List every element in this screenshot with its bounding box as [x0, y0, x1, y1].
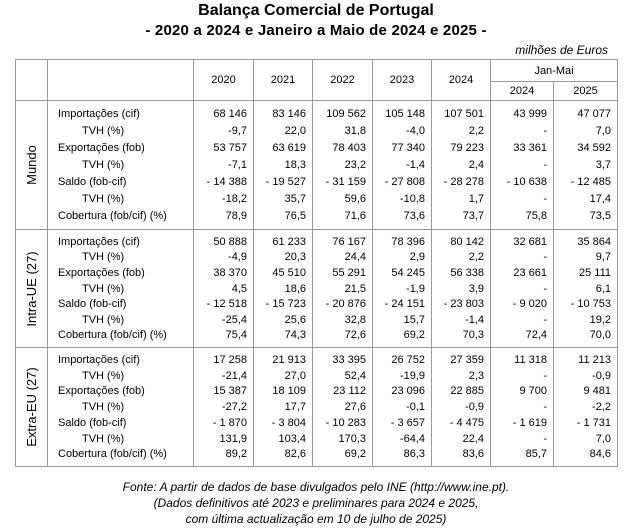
- value-cell: 72,4: [491, 328, 554, 348]
- group-label: Intra-UE (27): [23, 251, 39, 327]
- value-cell: 4,5: [194, 281, 254, 297]
- footnote-update: com última actualização em 10 de julho de 2025): [185, 512, 447, 526]
- value-cell: 1,7: [432, 191, 491, 208]
- value-cell: 77 340: [373, 139, 432, 156]
- table-row: [16, 101, 618, 123]
- value-cell: 2,4: [432, 156, 491, 173]
- col-header-jm-year: 2025: [554, 82, 618, 101]
- value-cell: - 10 753: [554, 296, 618, 312]
- table-row: [16, 122, 618, 139]
- value-cell: 78 403: [313, 139, 373, 156]
- value-cell: 22 885: [432, 384, 491, 400]
- value-cell: 7,0: [554, 122, 618, 139]
- value-cell: 22,0: [254, 122, 313, 139]
- value-cell: - 4 475: [432, 415, 491, 431]
- col-header-year: 2021: [254, 60, 313, 101]
- value-cell: 23 112: [313, 384, 373, 400]
- value-cell: 27,6: [313, 399, 373, 415]
- table-row: [16, 281, 618, 297]
- value-cell: -: [491, 368, 554, 384]
- value-cell: 61 233: [254, 230, 313, 250]
- group-label: Extra-EU (27): [23, 367, 39, 447]
- col-header-year: 2023: [373, 60, 432, 101]
- value-cell: -: [491, 122, 554, 139]
- value-cell: 78,9: [194, 208, 254, 230]
- value-cell: 103,4: [254, 431, 313, 447]
- row-label: TVH (%): [48, 431, 194, 447]
- value-cell: -4,9: [194, 250, 254, 266]
- value-cell: 35 864: [554, 230, 618, 250]
- table-row: [16, 265, 618, 281]
- row-label: TVH (%): [48, 156, 194, 173]
- value-cell: 105 148: [373, 101, 432, 123]
- value-cell: -19,9: [373, 368, 432, 384]
- value-cell: 3,9: [432, 281, 491, 297]
- value-cell: 71,6: [313, 208, 373, 230]
- row-label: TVH (%): [48, 368, 194, 384]
- value-cell: 11 318: [491, 348, 554, 368]
- col-header-jm-year: 2024: [491, 82, 554, 101]
- value-cell: 27 359: [432, 348, 491, 368]
- col-header-year: 2022: [313, 60, 373, 101]
- units-note: milhões de Euros: [515, 43, 608, 57]
- value-cell: - 28 278: [432, 173, 491, 190]
- value-cell: 79 223: [432, 139, 491, 156]
- table-row: [16, 173, 618, 190]
- value-cell: -0,9: [554, 368, 618, 384]
- value-cell: -1,4: [432, 312, 491, 328]
- group-label-cell: [16, 230, 48, 348]
- table-row: [16, 208, 618, 230]
- value-cell: -10,8: [373, 191, 432, 208]
- value-cell: 17,7: [254, 399, 313, 415]
- value-cell: 69,2: [373, 328, 432, 348]
- row-label: Saldo (fob-cif): [48, 415, 194, 431]
- value-cell: - 24 151: [373, 296, 432, 312]
- table-row: [16, 328, 618, 348]
- value-cell: 74,3: [254, 328, 313, 348]
- value-cell: 24,4: [313, 250, 373, 266]
- value-cell: - 10 638: [491, 173, 554, 190]
- row-label: TVH (%): [48, 250, 194, 266]
- value-cell: - 14 388: [194, 173, 254, 190]
- value-cell: 23 096: [373, 384, 432, 400]
- trade-balance-table: [15, 59, 618, 467]
- group-label-cell: [16, 348, 48, 467]
- value-cell: 31,8: [313, 122, 373, 139]
- value-cell: 15,7: [373, 312, 432, 328]
- value-cell: 23 661: [491, 265, 554, 281]
- value-cell: 17,4: [554, 191, 618, 208]
- value-cell: 131,9: [194, 431, 254, 447]
- table-row: [16, 139, 618, 156]
- table-row: [16, 446, 618, 466]
- value-cell: 76,5: [254, 208, 313, 230]
- value-cell: 83 146: [254, 101, 313, 123]
- value-cell: 9 700: [491, 384, 554, 400]
- row-label: TVH (%): [48, 399, 194, 415]
- row-label: Importações (cif): [48, 348, 194, 368]
- value-cell: -: [491, 399, 554, 415]
- value-cell: 7,0: [554, 431, 618, 447]
- table-row: [16, 348, 618, 368]
- table-row: [16, 230, 618, 250]
- value-cell: 69,2: [313, 446, 373, 466]
- value-cell: 35,7: [254, 191, 313, 208]
- value-cell: - 3 657: [373, 415, 432, 431]
- table-row: [16, 415, 618, 431]
- value-cell: 9 481: [554, 384, 618, 400]
- value-cell: 34 592: [554, 139, 618, 156]
- value-cell: -25,4: [194, 312, 254, 328]
- value-cell: - 19 527: [254, 173, 313, 190]
- table-row: [16, 431, 618, 447]
- value-cell: 33 361: [491, 139, 554, 156]
- value-cell: -21,4: [194, 368, 254, 384]
- value-cell: 52,4: [313, 368, 373, 384]
- value-cell: 80 142: [432, 230, 491, 250]
- table-row: [16, 250, 618, 266]
- value-cell: - 15 723: [254, 296, 313, 312]
- col-header-jan-mai: Jan-Mai: [491, 60, 618, 82]
- value-cell: -: [491, 156, 554, 173]
- value-cell: 75,8: [491, 208, 554, 230]
- value-cell: 47 077: [554, 101, 618, 123]
- value-cell: 25,6: [254, 312, 313, 328]
- corner-cell-group: [16, 60, 48, 101]
- row-label: Importações (cif): [48, 230, 194, 250]
- value-cell: -18,2: [194, 191, 254, 208]
- value-cell: - 9 020: [491, 296, 554, 312]
- value-cell: -: [491, 312, 554, 328]
- row-label: Saldo (fob-cif): [48, 296, 194, 312]
- value-cell: 76 167: [313, 230, 373, 250]
- value-cell: 32,8: [313, 312, 373, 328]
- value-cell: 20,3: [254, 250, 313, 266]
- row-label: Importações (cif): [48, 101, 194, 123]
- value-cell: 11 213: [554, 348, 618, 368]
- value-cell: 170,3: [313, 431, 373, 447]
- row-label: Saldo (fob-cif): [48, 173, 194, 190]
- value-cell: 18,6: [254, 281, 313, 297]
- value-cell: 21,5: [313, 281, 373, 297]
- value-cell: 70,3: [432, 328, 491, 348]
- value-cell: 18 109: [254, 384, 313, 400]
- value-cell: 26 752: [373, 348, 432, 368]
- value-cell: -1,4: [373, 156, 432, 173]
- page-subtitle: - 2020 a 2024 e Janeiro a Maio de 2024 e 2025 -: [145, 22, 487, 39]
- table-body: [16, 101, 618, 467]
- value-cell: 19,2: [554, 312, 618, 328]
- value-cell: -0,9: [432, 399, 491, 415]
- page-title: Balança Comercial de Portugal: [198, 2, 434, 19]
- group-label-cell: [16, 101, 48, 230]
- value-cell: 33 395: [313, 348, 373, 368]
- value-cell: 50 888: [194, 230, 254, 250]
- row-label: Cobertura (fob/cif) (%): [48, 208, 194, 230]
- value-cell: -1,9: [373, 281, 432, 297]
- value-cell: 43 999: [491, 101, 554, 123]
- value-cell: - 1 731: [554, 415, 618, 431]
- row-label: Exportações (fob): [48, 265, 194, 281]
- value-cell: 27,0: [254, 368, 313, 384]
- value-cell: 63 619: [254, 139, 313, 156]
- value-cell: -4,0: [373, 122, 432, 139]
- group-label: Mundo: [23, 145, 39, 185]
- value-cell: 73,5: [554, 208, 618, 230]
- value-cell: 72,6: [313, 328, 373, 348]
- row-label: Exportações (fob): [48, 384, 194, 400]
- value-cell: - 12 485: [554, 173, 618, 190]
- col-header-year: 2024: [432, 60, 491, 101]
- value-cell: 6,1: [554, 281, 618, 297]
- row-label: Cobertura (fob/cif) (%): [48, 446, 194, 466]
- footnote-source: Fonte: A partir de dados de base divulgados pelo INE (http://www.ine.pt).: [122, 480, 510, 494]
- value-cell: 68 146: [194, 101, 254, 123]
- value-cell: 21 913: [254, 348, 313, 368]
- value-cell: -9,7: [194, 122, 254, 139]
- value-cell: 73,6: [373, 208, 432, 230]
- value-cell: 82,6: [254, 446, 313, 466]
- value-cell: 2,2: [432, 250, 491, 266]
- value-cell: 107 501: [432, 101, 491, 123]
- value-cell: 32 681: [491, 230, 554, 250]
- table-row: [16, 312, 618, 328]
- value-cell: 22,4: [432, 431, 491, 447]
- value-cell: 83,6: [432, 446, 491, 466]
- value-cell: 25 111: [554, 265, 618, 281]
- value-cell: - 1 870: [194, 415, 254, 431]
- corner-cell-label: [48, 60, 194, 101]
- table-row: [16, 191, 618, 208]
- value-cell: 53 757: [194, 139, 254, 156]
- value-cell: -0,1: [373, 399, 432, 415]
- value-cell: 73,7: [432, 208, 491, 230]
- value-cell: 2,3: [432, 368, 491, 384]
- value-cell: -64,4: [373, 431, 432, 447]
- value-cell: -: [491, 250, 554, 266]
- table-row: [16, 296, 618, 312]
- row-label: TVH (%): [48, 191, 194, 208]
- table-row: [16, 156, 618, 173]
- row-label: TVH (%): [48, 312, 194, 328]
- value-cell: 15 387: [194, 384, 254, 400]
- value-cell: 56 338: [432, 265, 491, 281]
- value-cell: -27,2: [194, 399, 254, 415]
- row-label: TVH (%): [48, 281, 194, 297]
- value-cell: 17 258: [194, 348, 254, 368]
- value-cell: 89,2: [194, 446, 254, 466]
- value-cell: - 23 803: [432, 296, 491, 312]
- value-cell: 2,2: [432, 122, 491, 139]
- row-label: Cobertura (fob/cif) (%): [48, 328, 194, 348]
- table-row: [16, 399, 618, 415]
- value-cell: 3,7: [554, 156, 618, 173]
- value-cell: 23,2: [313, 156, 373, 173]
- value-cell: - 27 808: [373, 173, 432, 190]
- value-cell: 38 370: [194, 265, 254, 281]
- value-cell: -: [491, 431, 554, 447]
- value-cell: -7,1: [194, 156, 254, 173]
- value-cell: 9,7: [554, 250, 618, 266]
- value-cell: - 10 283: [313, 415, 373, 431]
- value-cell: 75,4: [194, 328, 254, 348]
- value-cell: 55 291: [313, 265, 373, 281]
- value-cell: 109 562: [313, 101, 373, 123]
- value-cell: -: [491, 281, 554, 297]
- value-cell: - 31 159: [313, 173, 373, 190]
- table-row: [16, 368, 618, 384]
- value-cell: 78 396: [373, 230, 432, 250]
- value-cell: 18,3: [254, 156, 313, 173]
- value-cell: 85,7: [491, 446, 554, 466]
- value-cell: 86,3: [373, 446, 432, 466]
- value-cell: 2,9: [373, 250, 432, 266]
- footnote-data-note: (Dados definitivos até 2023 e preliminares para 2024 e 2025,: [153, 496, 479, 510]
- value-cell: - 3 804: [254, 415, 313, 431]
- value-cell: 54 245: [373, 265, 432, 281]
- value-cell: - 1 619: [491, 415, 554, 431]
- value-cell: 70,0: [554, 328, 618, 348]
- table-row: [16, 384, 618, 400]
- row-label: TVH (%): [48, 122, 194, 139]
- value-cell: -2,2: [554, 399, 618, 415]
- value-cell: - 20 876: [313, 296, 373, 312]
- row-label: Exportações (fob): [48, 139, 194, 156]
- value-cell: 84,6: [554, 446, 618, 466]
- col-header-year: 2020: [194, 60, 254, 101]
- value-cell: -: [491, 191, 554, 208]
- value-cell: - 12 518: [194, 296, 254, 312]
- value-cell: 59,6: [313, 191, 373, 208]
- value-cell: 45 510: [254, 265, 313, 281]
